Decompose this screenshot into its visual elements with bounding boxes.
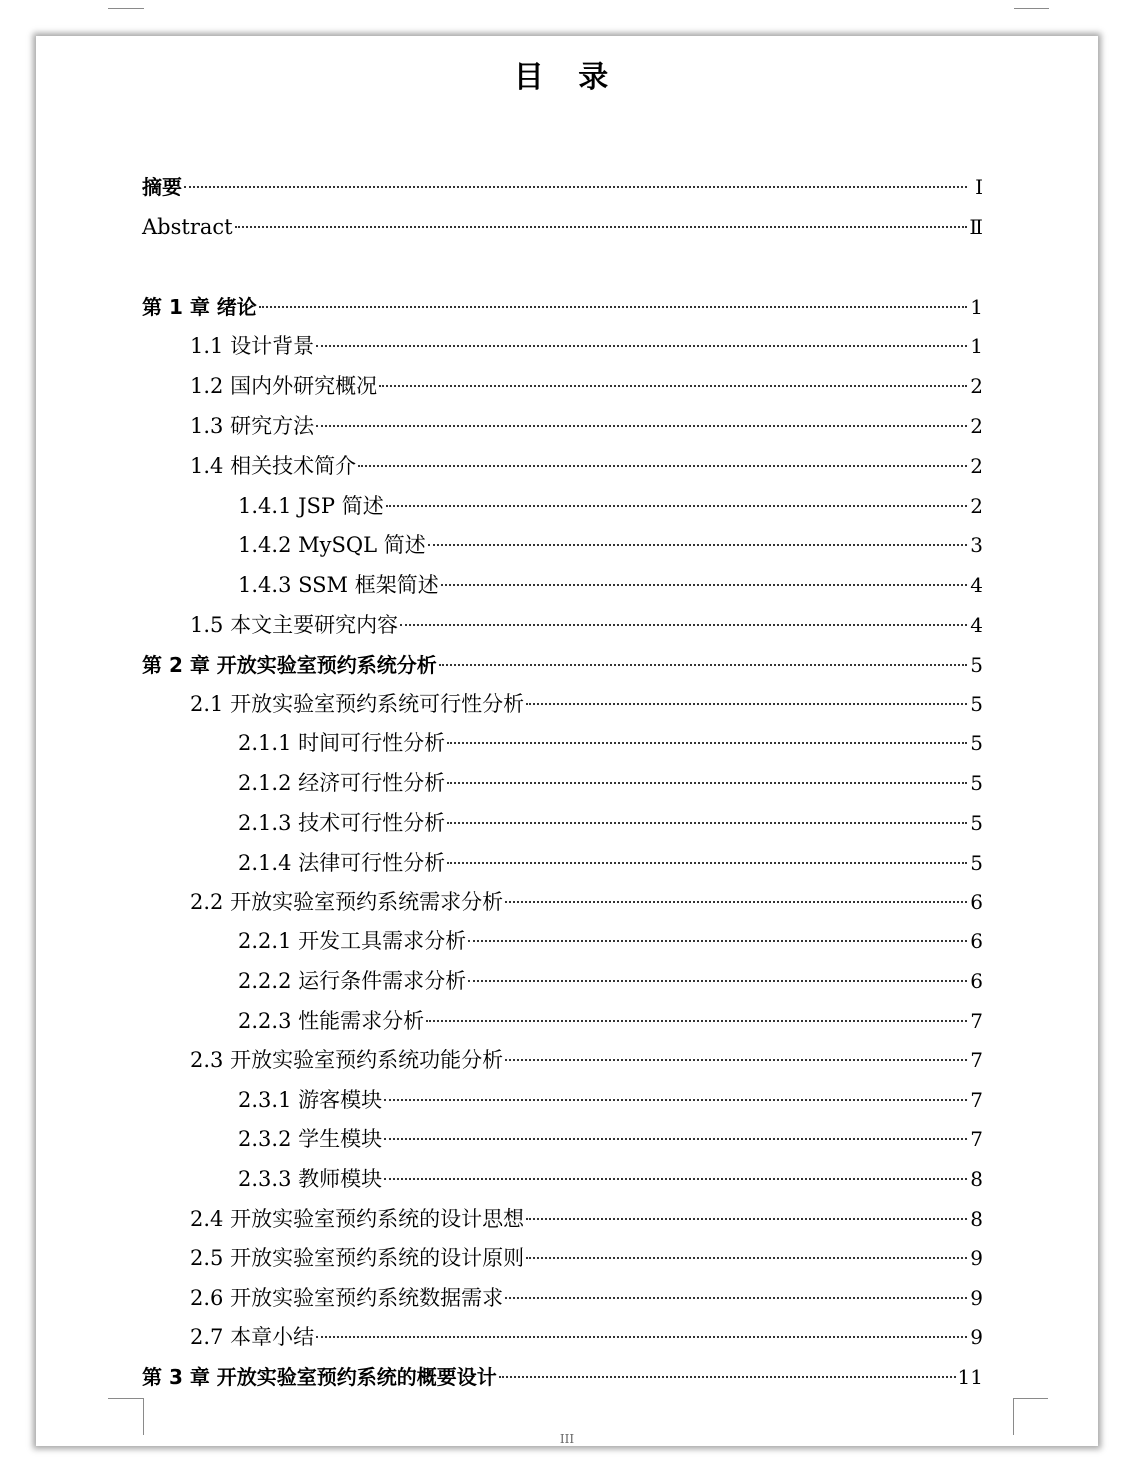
toc-entry[interactable]: [190, 1045, 983, 1075]
toc-entry-label: 2.2.2 运行条件需求分析: [238, 969, 467, 993]
toc-entry[interactable]: [238, 530, 983, 560]
toc-entry-label: 2.3 开放实验室预约系统功能分析: [190, 1048, 504, 1072]
toc-entry-label: 2.2.3 性能需求分析: [238, 1009, 425, 1033]
toc-leader-dots: [447, 782, 967, 784]
toc-entry-page-number: 7: [970, 1088, 983, 1112]
toc-entry-page-number: 2: [970, 454, 983, 478]
toc-leader-dots: [384, 1178, 967, 1180]
toc-entry[interactable]: [238, 1006, 983, 1036]
toc-entry[interactable]: [190, 1204, 983, 1234]
toc-entry-page-number: Ⅰ: [975, 175, 983, 199]
toc-entry-label: 1.4 相关技术简介: [190, 454, 357, 478]
toc-entry-label: 2.1.4 法律可行性分析: [238, 851, 446, 875]
toc-entry-label: 2.5 开放实验室预约系统的设计原则: [190, 1246, 525, 1270]
toc-entry-page-number: 7: [970, 1048, 983, 1072]
toc-entry-label: 2.1.1 时间可行性分析: [238, 731, 446, 755]
toc-entry[interactable]: [190, 451, 983, 481]
toc-entry-label: 2.2.1 开发工具需求分析: [238, 929, 467, 953]
toc-entry[interactable]: [190, 1243, 983, 1273]
toc-leader-dots: [526, 1257, 967, 1259]
toc-entry[interactable]: [238, 1164, 983, 1194]
toc-leader-dots: [441, 584, 967, 586]
toc-leader-dots: [499, 1376, 956, 1378]
toc-leader-dots: [384, 1099, 967, 1101]
toc-entry-page-number: 5: [970, 771, 983, 795]
toc-entry[interactable]: [190, 689, 983, 719]
toc-entry[interactable]: [142, 650, 983, 680]
toc-entry[interactable]: [190, 1322, 983, 1352]
toc-entry[interactable]: [238, 1085, 983, 1115]
toc-entry-page-number: 6: [970, 890, 983, 914]
toc-entry[interactable]: [142, 212, 983, 242]
toc-leader-dots: [447, 742, 967, 744]
toc-entry-label: 2.3.1 游客模块: [238, 1088, 383, 1112]
toc-entry-page-number: 2: [970, 414, 983, 438]
toc-entry-page-number: 5: [970, 851, 983, 875]
toc-entry[interactable]: [190, 411, 983, 441]
crop-mark-top-left: [108, 8, 144, 9]
toc-entry[interactable]: [142, 292, 983, 322]
toc-entry[interactable]: [238, 808, 983, 838]
page-footer-number: III: [559, 1432, 575, 1446]
toc-entry-page-number: 11: [957, 1365, 983, 1389]
toc-leader-dots: [358, 465, 967, 467]
toc-entry-label: 1.3 研究方法: [190, 414, 315, 438]
toc-entry-label: 2.3.2 学生模块: [238, 1127, 383, 1151]
toc-entry-page-number: 2: [970, 494, 983, 518]
toc-entry-page-number: 2: [970, 374, 983, 398]
toc-leader-dots: [447, 862, 967, 864]
toc-entry-page-number: 9: [970, 1325, 983, 1349]
toc-leader-dots: [316, 345, 967, 347]
toc-entry-label: 第 3 章 开放实验室预约系统的概要设计: [142, 1365, 497, 1389]
toc-entry-page-number: 8: [970, 1207, 983, 1231]
toc-entry[interactable]: [238, 491, 983, 521]
toc-entry-page-number: 8: [970, 1167, 983, 1191]
toc-leader-dots: [526, 703, 967, 705]
toc-entry-label: Abstract: [142, 215, 233, 239]
toc-entry[interactable]: [190, 887, 983, 917]
toc-entry-label: 摘要: [142, 175, 182, 199]
toc-entry[interactable]: [238, 1124, 983, 1154]
crop-mark-top-right: [1014, 8, 1049, 9]
toc-entry-page-number: 1: [970, 334, 983, 358]
toc-entry-page-number: 4: [970, 613, 983, 637]
crop-mark-bottom-right: [1013, 1398, 1048, 1435]
toc-entry-label: 1.4.2 MySQL 简述: [238, 533, 426, 557]
toc-leader-dots: [468, 980, 967, 982]
toc-leader-dots: [468, 940, 967, 942]
toc-entry-label: 2.1.3 技术可行性分析: [238, 811, 446, 835]
toc-entry-label: 2.7 本章小结: [190, 1325, 315, 1349]
toc-leader-dots: [316, 1336, 967, 1338]
toc-entry-page-number: 6: [970, 969, 983, 993]
toc-entry[interactable]: [238, 966, 983, 996]
toc-entry[interactable]: [238, 926, 983, 956]
toc-entry-page-number: 5: [970, 731, 983, 755]
toc-entry[interactable]: [190, 1283, 983, 1313]
toc-entry[interactable]: [142, 172, 983, 202]
toc-entry-label: 2.4 开放实验室预约系统的设计思想: [190, 1207, 525, 1231]
toc-entry[interactable]: [142, 1362, 983, 1392]
toc-entry[interactable]: [238, 768, 983, 798]
toc-entry[interactable]: [238, 848, 983, 878]
toc-title: 目 录: [513, 60, 621, 95]
toc-entry[interactable]: [190, 331, 983, 361]
toc-entry-page-number: 7: [970, 1009, 983, 1033]
toc-entry-label: 1.2 国内外研究概况: [190, 374, 378, 398]
toc-leader-dots: [379, 385, 967, 387]
toc-entry-page-number: 5: [970, 653, 983, 677]
toc-entry-page-number: 9: [970, 1286, 983, 1310]
toc-leader-dots: [316, 425, 967, 427]
toc-entry-page-number: Ⅱ: [969, 215, 983, 239]
toc-leader-dots: [386, 505, 967, 507]
toc-entry-label: 2.2 开放实验室预约系统需求分析: [190, 890, 504, 914]
toc-entry-label: 2.6 开放实验室预约系统数据需求: [190, 1286, 504, 1310]
toc-entry-label: 1.4.3 SSM 框架简述: [238, 573, 439, 597]
toc-leader-dots: [439, 664, 967, 666]
toc-entry-page-number: 1: [970, 295, 983, 319]
toc-entry[interactable]: [238, 728, 983, 758]
toc-leader-dots: [526, 1218, 967, 1220]
toc-entry-page-number: 7: [970, 1127, 983, 1151]
toc-entry-label: 1.5 本文主要研究内容: [190, 613, 399, 637]
toc-entry-label: 2.3.3 教师模块: [238, 1167, 383, 1191]
toc-leader-dots: [426, 1020, 967, 1022]
toc-leader-dots: [400, 624, 967, 626]
toc-leader-dots: [505, 1297, 967, 1299]
toc-entry-page-number: 3: [970, 533, 983, 557]
toc-entry-page-number: 9: [970, 1246, 983, 1270]
toc-leader-dots: [384, 1138, 967, 1140]
toc-entry-label: 第 2 章 开放实验室预约系统分析: [142, 653, 437, 677]
crop-mark-bottom-left: [108, 1398, 144, 1435]
toc-leader-dots: [184, 186, 967, 188]
toc-leader-dots: [235, 226, 967, 228]
toc-entry-label: 1.4.1 JSP 简述: [238, 494, 384, 518]
toc-entry-page-number: 4: [970, 573, 983, 597]
toc-entry-label: 2.1.2 经济可行性分析: [238, 771, 446, 795]
toc-entry-page-number: 5: [970, 692, 983, 716]
toc-entry[interactable]: [238, 570, 983, 600]
toc-entry-label: 1.1 设计背景: [190, 334, 315, 358]
toc-entry-label: 2.1 开放实验室预约系统可行性分析: [190, 692, 525, 716]
toc-leader-dots: [428, 544, 967, 546]
toc-entry-page-number: 5: [970, 811, 983, 835]
toc-leader-dots: [505, 901, 967, 903]
toc-leader-dots: [447, 822, 967, 824]
toc-entry-label: 第 1 章 绪论: [142, 295, 257, 319]
toc-leader-dots: [259, 306, 967, 308]
toc-entry-page-number: 6: [970, 929, 983, 953]
toc-entry[interactable]: [190, 610, 983, 640]
toc-leader-dots: [505, 1059, 967, 1061]
toc-entry[interactable]: [190, 371, 983, 401]
